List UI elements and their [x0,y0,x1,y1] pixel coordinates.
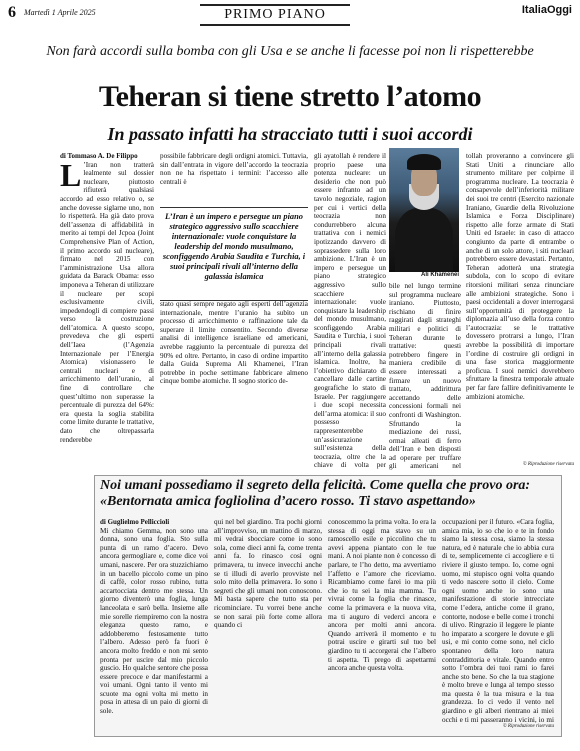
article-byline: di Tommaso A. De Filippo [60,152,138,160]
article-column-4: bile nel lungo termine sul programma nucleare iraniano. Piuttosto, rischiano di finire raggirati dagli strateghi militari e politici di Teheran durante le trattative: questi potrebbero fingere in maniera credibile di essere interessati a firmare un nuovo trattato, addirittura accettando delle concessioni formali nei confronti di Washington. Sfruttando la mediazione dei russi, ormai alleati di ferro dell’Iran e ben disposti ad operare per truffare gli americani nel [389,282,461,470]
pull-quote: L’Iran è un impero e persegue un piano strategico aggressivo sullo scacchiere internazionale: vuole conquistare la leadership del mondo musulmano, sconfiggendo Arabia Saudita e Turchia, i suoi principali rivali all’interno della galassia islamica [160,207,308,301]
article-column-2a: possibile fabbricare degli ordigni atomici. Tuttavia, sin dall’entrata in vigore dell’accordo la teocrazia non ne ha rispettato i termini: l’accesso alle centrali è [160,152,308,186]
article-text-1: ’Iran non tratterà lealmente sul dossier nucleare, piuttosto rifiuterà qualsiasi accordo ad esso relativo o, se anche dovesse siglarne uno, non lo rispetterà. Ha già dato prova dell’assenza di affidabilità in merito ai tempi del Jcpoa (Joint Comprehensive Plan of Action, il primo accordo sul nucleare), firmato nel 2015 con l’amministrazione Usa allora guidata da Barack Obama: esso imponeva a Teheran di utilizzare il nucleare per scopi esclusivamente civili, impedendogli di compiere passi verso la costruzione dell’atomica. A questo scopo, prevedeva che gli esperti dell’Iaea (l’Agenzia Internazionale per l’Energia Atomica) visionassero le centrali nucleari e di arricchimento dell’uranio, al fine di controllare che quest’ultimo non superasse la percentuale di purezza del 64%: era questa la soglia stabilita come limite durante le trattative, dato che oltrepassarla renderebbe [60,160,154,444]
kicker: Non farà accordi sulla bomba con gli Usa e se anche li facesse poi non li rispetterebbe [46,44,534,59]
article-column-3: gli ayatollah è rendere il proprio paese una potenza nucleare: un desiderio che non può essere infranto ad un tavolo negoziale, ragion per cui i vertici della teocrazia non condurrebbero alcuna trattativa con i nemici ipotizzando davvero di soprassedere sulla loro ambizione. L’Iran è un impero e persegue un piano strategico aggressivo sullo scacchiere internazionale: vuole conquistare la leadership del mondo musulmano, sconfiggendo Arabia Saudita e Turchia, i suoi principali rivali all’interno della galassia islamica. Inoltre, ha l’obiettivo dichiarato di cancellare dalle cartine geografiche lo stato di Israele. Per raggiungere i due scopi necessita dell’arma atomica: il suo possesso rappresenterebbe un’assicurazione sull’esistenza della teocrazia, oltre che la chiave di volta per [314,152,386,470]
feature-column-3: conoscemmo la prima volta. Io era la stessa di oggi ma stavo su un ramoscello esile e piccolino che tu avevi appena piantato con le tue mani. A noi piante non è concesso di parlare, te l’ho detto, ma avvertiamo l’affetto e l’amore che riceviamo. Ricambiamo come farei io ma più che io tu sei la mia mamma. Tu vivrai come la foglia che rinasce, come la primavera e la nuova vita, ma ti auguro di vederci ancora e ancora per molti anni ancora. Quando arriverà il momento e tu potrai uscire e girarti sul tuo bel giardino tu ti accorgerai che l’albero ti aspetta. Ti prego di aspettarmi ancora anche questa volta. [328,518,436,673]
feature-headline: Noi umani possediamo il segreto della felicità. Come quella che provo ora: «Bentornata amica fogliolina d’acero rosso. Ti stavo aspettando» [100,478,531,509]
photo-caption: Ali Khamenei [420,272,459,278]
newspaper-logo: ItaliaOggi [521,4,572,16]
feature-column-4: occupazioni per il futuro. «Cara foglia, amica mia, io so che io e te in fondo siamo la stessa cosa, siamo la stessa natura, ed è naturale che io abbia cura di te, semplicemente ci accogliere e ti riviere il giusto tempo. Io, come ogni uomo, mi stupisco ogni volta quando ti vedo nascere sotto il cielo. Come ogni uomo anche io sono una manifestazione di storie intrecciate come l’edera, antiche come il grano, contorte, nodose e belle come i tronchi di ulivo. Ringrazio il leggere le piante ho imparato a scorgere le dovute e gli usi, e mi conto come sono, nel ciclo spontaneo della loro natura contraddittoria e vitale. Quando entro sotto l’ombra dei tuoi rami io farei anche sto bene. So che la tua stagione è molto breve e lunga al tempo stesso ma questa è la tua misura e la tua grandezza. Io ci vedo il vento nel giardino e gli alberi rientrano ai miei occhi e ti mi passeranno i vicini, io mi [442,518,554,724]
article-column-5: tollah proveranno a convincere gli Stati Uniti a rinunciare allo strumento militare per colpirne il programma nucleare. La teocrazia è consapevole dell’inferiorità militare dei suoi tre centri (Esercito nazionale Iraniano, Guardie della Rivoluzione Islamica e Forza Disciplinare) rispetto alle forze armate di Stati Uniti ed Israele: in caso di attacco congiunto da parte di entrambe o anche di un solo attore, i siti nucleari potrebbero essere devastati. Pertanto, Teheran adotterà una strategia subdola, con lo scopo di evitare ritorsioni militari senza rinunciare alle ambizioni strategiche. Sono i paesi occidentali a dover interrogarsi sull’opportunità di proteggere la diplomazia all’uso della forza contro l’autocrazia: se le trattative dovessero protrarsi a lungo, l’Iran avrebbe la possibilità di importare l’ordine di costruire gli ordigni in una fase storica maggiormente proficua. I suoi nemici dovrebbero sfruttare la finestra temporale attuale per far fare fallire definitivamente le ambizioni atomiche. [466,152,574,401]
article-column-1 [60,152,154,470]
copyright-note: © Riproduzione riservata [522,462,574,467]
headline: Teheran si tiene stretto l’atomo [98,80,482,113]
feature-copyright-note: © Riproduzione riservata [502,724,554,729]
feature-byline: di Guglielmo Pelliccioli [100,518,170,526]
feature-text-1: Mi chiamo Gemma, non sono una donna, sono una foglia. Sto sulla punta di un ramo d’acero. Devo ancora germogliare e, come dice voi umani, nascere. Per ora stuzzichiamo in un bacello piccolo come un pino di caffè, color rosso rubino, tutta accartocciata dentro me stessa. Un giorno diventerò una foglia, lunga lanceolata e sarò bella. Insieme alle mie sorelle riempiremo con la nostra eleganza questo ramo, e addobberemo festosamente tutto l’albero. Adesso però fa fuori è ancora molto freddo e non mi sento pronta per uscire dal mio piccolo guscio. Ho qualche sentore che possa essere precoce e dar manifestarmi a voi umani. Ogni tanto il vento mi scuote ma ogni volta mi metto in posa in attesa di un paio di giorni di sole. [100,526,208,716]
feature-column-2: qui nel bel giardino. Tra pochi giorni all’improvviso, un mattino di marzo, mi vedrai sbocciare come io sono sola, come dieci anni fa, come trenta anni fa. Io rinasco così ogni primavera, tu invece invecchi anche se ti illudi di averlo provviste nel solo mito della primavera. Io sono i segreti che gli umani non conoscono. Mi basta sapere che tutto sta per ricominciare. Tu vorrei bene anche se non sarai più forte come allora quando ci [214,518,322,630]
feature-column-1 [100,518,208,730]
photo-khamenei [389,148,459,272]
section-label: PRIMO PIANO [200,4,350,26]
subheadline: In passato infatti ha stracciato tutti i suoi accordi [107,124,473,144]
page-number: 6 [8,4,16,21]
drop-cap: L [60,156,82,193]
issue-date: Martedì 1 Aprile 2025 [24,8,96,17]
article-column-2b: stato quasi sempre negato agli esperti dell’agenzia internazionale, mentre l’uranio ha subìto un processo di arricchimento e raffinazione tale da superare il limite consentito. Secondo diverse analisi di intelligence israeliane ed americani, avrebbe raggiunto la percentuale di purezza del 90% ed oltre. Pertanto, in caso di ordine impartito dalla Guida Suprema Ali Khamenei, l’Iran potrebbe in poche settimane fabbricare almeno cinque bombe atomiche. Il sogno storico de- [160,300,308,386]
